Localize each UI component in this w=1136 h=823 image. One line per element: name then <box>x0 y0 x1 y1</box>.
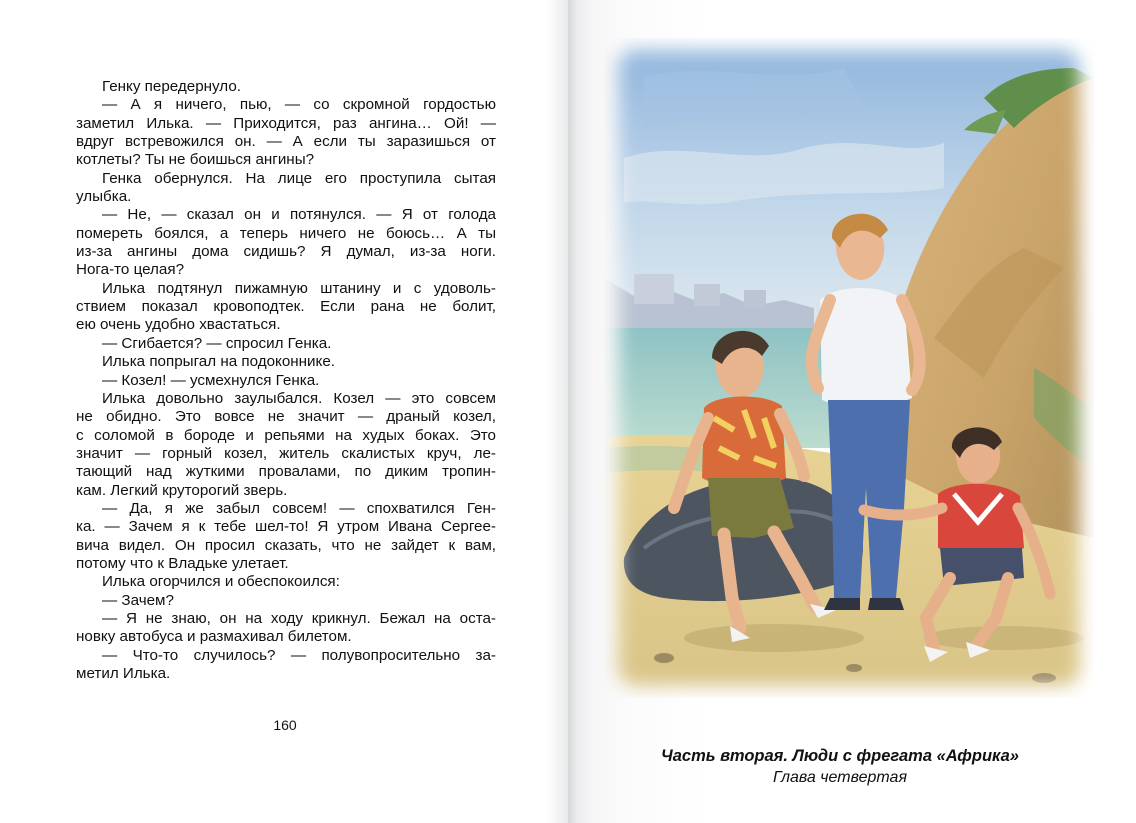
text-line: Илька довольно заулыбался. Козел — это совсем <box>102 389 496 407</box>
text-line: новку автобуса и размахивал билетом. <box>76 628 352 646</box>
page-number: 160 <box>273 717 297 733</box>
text-line: вича видел. Он просил сказать, что не зайдет к вам, <box>76 536 496 554</box>
text-line: помереть боялся, а теперь ничего не боюсь… А ты <box>76 224 496 242</box>
text-line: Нога-то целая? <box>76 261 185 279</box>
text-line: котлеты? Ты не боишься ангины? <box>76 151 315 169</box>
text-line: — Зачем? <box>102 591 174 609</box>
chapter-heading <box>590 746 1090 788</box>
text-line: — Козел! — усмехнулся Генка. <box>102 371 320 389</box>
text-line: потому что к Владьке улетает. <box>76 554 289 572</box>
text-line: Илька подтянул пижамную штанину и с удоволь- <box>102 279 496 297</box>
text-line: — Что-то случилось? — полувопросительно за- <box>102 646 496 664</box>
text-line: ка. — Зачем я к тебе шел-то! Я утром Ивана Сергее- <box>76 518 496 536</box>
text-line: с соломой в бороде и репьями на худых боках. Это <box>76 426 496 444</box>
text-line: из-за ангины дома сидишь? Я думал, из-за ноги. <box>76 243 496 261</box>
text-line: — Я не знаю, он на ходу крикнул. Бежал на оста- <box>102 609 496 627</box>
text-line: — Сгибается? — спросил Генка. <box>102 334 332 352</box>
text-line: значит — горный козел, житель скалистых круч, ле- <box>76 444 496 462</box>
text-line: Генку передернуло. <box>102 78 242 95</box>
text-line: Илька огорчился и обеспокоился: <box>102 573 340 591</box>
text-line: Илька попрыгал на подоконнике. <box>102 353 336 371</box>
text-line: не обидно. Это вовсе не значит — драный козел, <box>76 408 496 426</box>
text-line: — Да, я же забыл совсем! — спохватился Ген- <box>102 499 496 517</box>
illustration-icon <box>604 38 1094 698</box>
gutter-shadow <box>546 0 568 823</box>
text-line: улыбка. <box>76 188 132 206</box>
text-line: — А я ничего, пью, — со скромной гордостью <box>102 96 496 114</box>
text-line: вдруг встревожился он. — А если ты заразишься от <box>76 133 496 151</box>
text-line: ствием показал кровоподтек. Если рана не болит, <box>76 298 496 316</box>
part-title: Часть вторая. Люди с фрегата «Африка» <box>661 747 1019 765</box>
text-line: — Не, — сказал он и потянулся. — Я от голода <box>102 206 496 224</box>
chapter-title: Глава четвертая <box>773 769 907 786</box>
text-line: кам. Легкий круторогий зверь. <box>76 481 288 499</box>
text-line: ею очень удобно хвастаться. <box>76 316 281 334</box>
text-line: тающий над жуткими провалами, по диким тропин- <box>76 463 496 481</box>
text-line: Генка обернулся. На лице его проступила сытая <box>102 169 496 187</box>
body-text <box>76 78 496 683</box>
text-line: метил Илька. <box>76 665 171 682</box>
text-line: заметил Илька. — Приходится, раз ангина… Ой! — <box>76 114 496 132</box>
